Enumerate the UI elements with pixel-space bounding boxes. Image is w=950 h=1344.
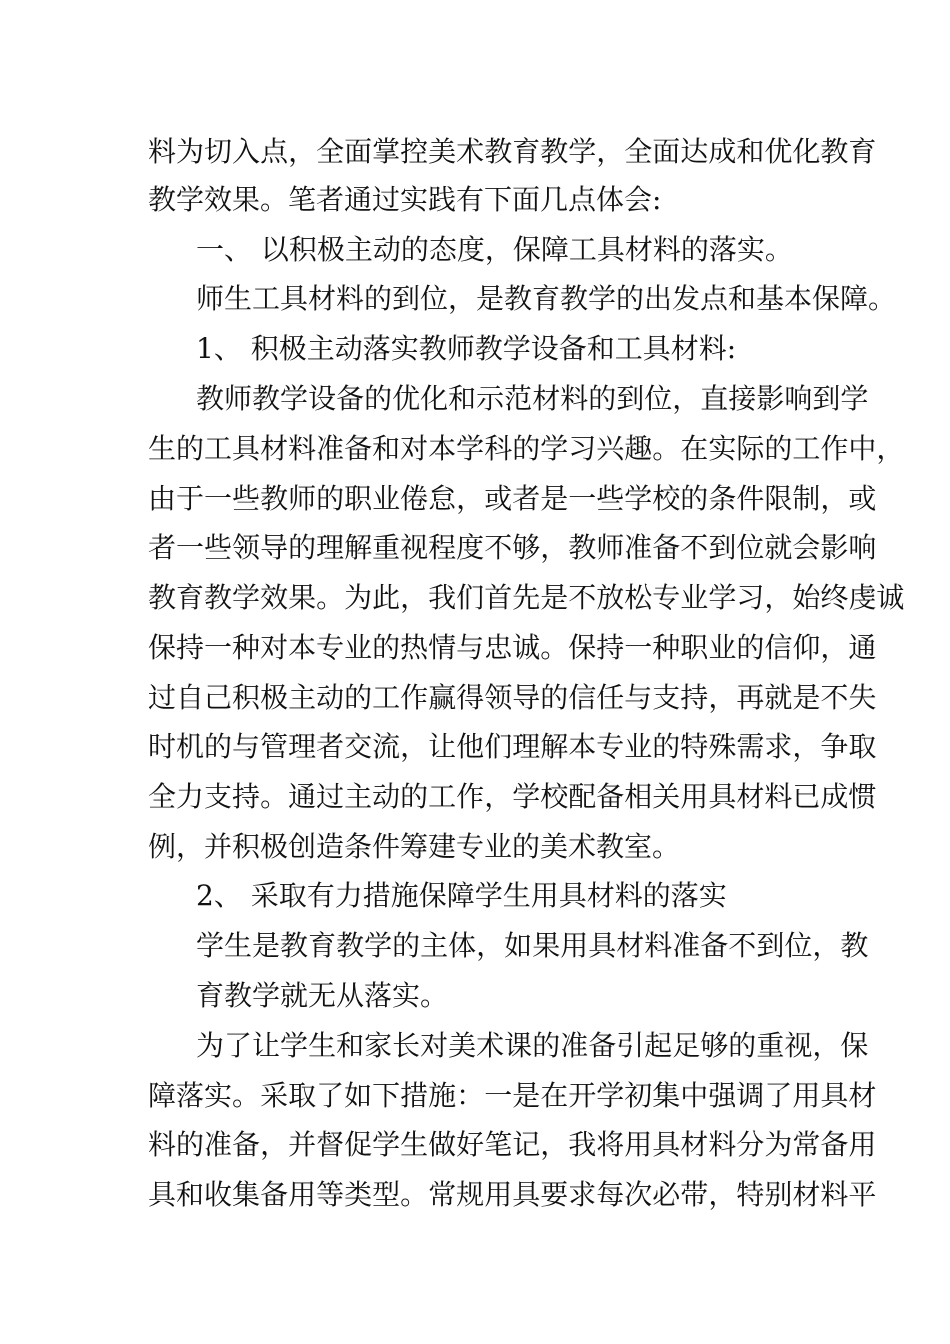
text-line-17: 学 生 是 教 育 教 学 的 主 体 ， 如 果 用 具 材 料 准 备 不 到 位 ， 教 bbox=[196, 929, 869, 962]
text-line-12: 过 自 己 积 极 主 动 的 工 作 赢 得 领 导 的 信 任 与 支 持 ， 再 就 是 不 失 bbox=[148, 681, 877, 714]
section-heading-1: 一、 以积极主动的态度，保障工具材料的落实。 bbox=[196, 233, 793, 266]
text-line-21: 料 的 准 备 ， 并 督 促 学 生 做 好 笔 记 ， 我 将 用 具 材 料 分 为 常 备 用 bbox=[148, 1128, 877, 1161]
text-line-13: 时 机 的 与 管 理 者 交 流 ， 让 他 们 理 解 本 专 业 的 特 殊 需 求 ， 争 取 bbox=[148, 730, 877, 763]
subsection-heading-2: 2、 采取有力措施保障学生用具材料的落实 bbox=[196, 879, 727, 912]
text-line-22: 具 和 收 集 备 用 等 类 型 。 常 规 用 具 要 求 每 次 必 带 ， 特 别 材 料 平 bbox=[148, 1178, 877, 1211]
text-line-14: 全 力 支 持 。 通 过 主 动 的 工 作 ， 学 校 配 备 相 关 用 具 材 料 已 成 惯 bbox=[148, 780, 877, 813]
text-line-9: 者 一 些 领 导 的 理 解 重 视 程 度 不 够 ， 教 师 准 备 不 到 位 就 会 影 响 bbox=[148, 531, 877, 564]
text-line-4: 师生工具材料的到位，是教育教学的出发点和基本保障。 bbox=[196, 282, 897, 315]
text-line-8: 由 于 一 些 教 师 的 职 业 倦 怠 ， 或 者 是 一 些 学 校 的 条 件 限 制 ， 或 bbox=[148, 482, 877, 515]
text-line-2: 教学效果。笔者通过实践有下面几点体会: bbox=[148, 183, 662, 216]
text-line-6: 教 师 教 学 设 备 的 优 化 和 示 范 材 料 的 到 位 ， 直 接 影 响 到 学 bbox=[196, 382, 869, 415]
text-line-18: 育教学就无从落实。 bbox=[196, 979, 449, 1012]
text-line-19: 为 了 让 学 生 和 家 长 对 美 术 课 的 准 备 引 起 足 够 的 重 视 ， 保 bbox=[196, 1029, 869, 1062]
text-line-7: 生 的 工 具 材 料 准 备 和 对 本 学 科 的 学 习 兴 趣 。 在 实 际 的 工 作 中 ， bbox=[148, 432, 905, 465]
text-line-15: 例，并积极创造条件筹建专业的美术教室。 bbox=[148, 830, 681, 863]
text-line-11: 保 持 一 种 对 本 专 业 的 热 情 与 忠 诚 。 保 持 一 种 职 业 的 信 仰 ， 通 bbox=[148, 631, 877, 664]
text-line-20: 障 落 实 。 采 取 了 如 下 措 施 ： 一 是 在 开 学 初 集 中 强 调 了 用 具 材 bbox=[148, 1079, 877, 1112]
text-line-1: 料 为 切 入 点 ， 全 面 掌 控 美 术 教 育 教 学 ， 全 面 达 成 和 优 化 教 育 bbox=[148, 135, 877, 168]
subsection-heading-1: 1、 积极主动落实教师教学设备和工具材料: bbox=[196, 332, 737, 365]
text-line-10: 教 育 教 学 效 果 。 为 此 ， 我 们 首 先 是 不 放 松 专 业 学 习 ， 始 终 虔 诚 bbox=[148, 581, 905, 614]
